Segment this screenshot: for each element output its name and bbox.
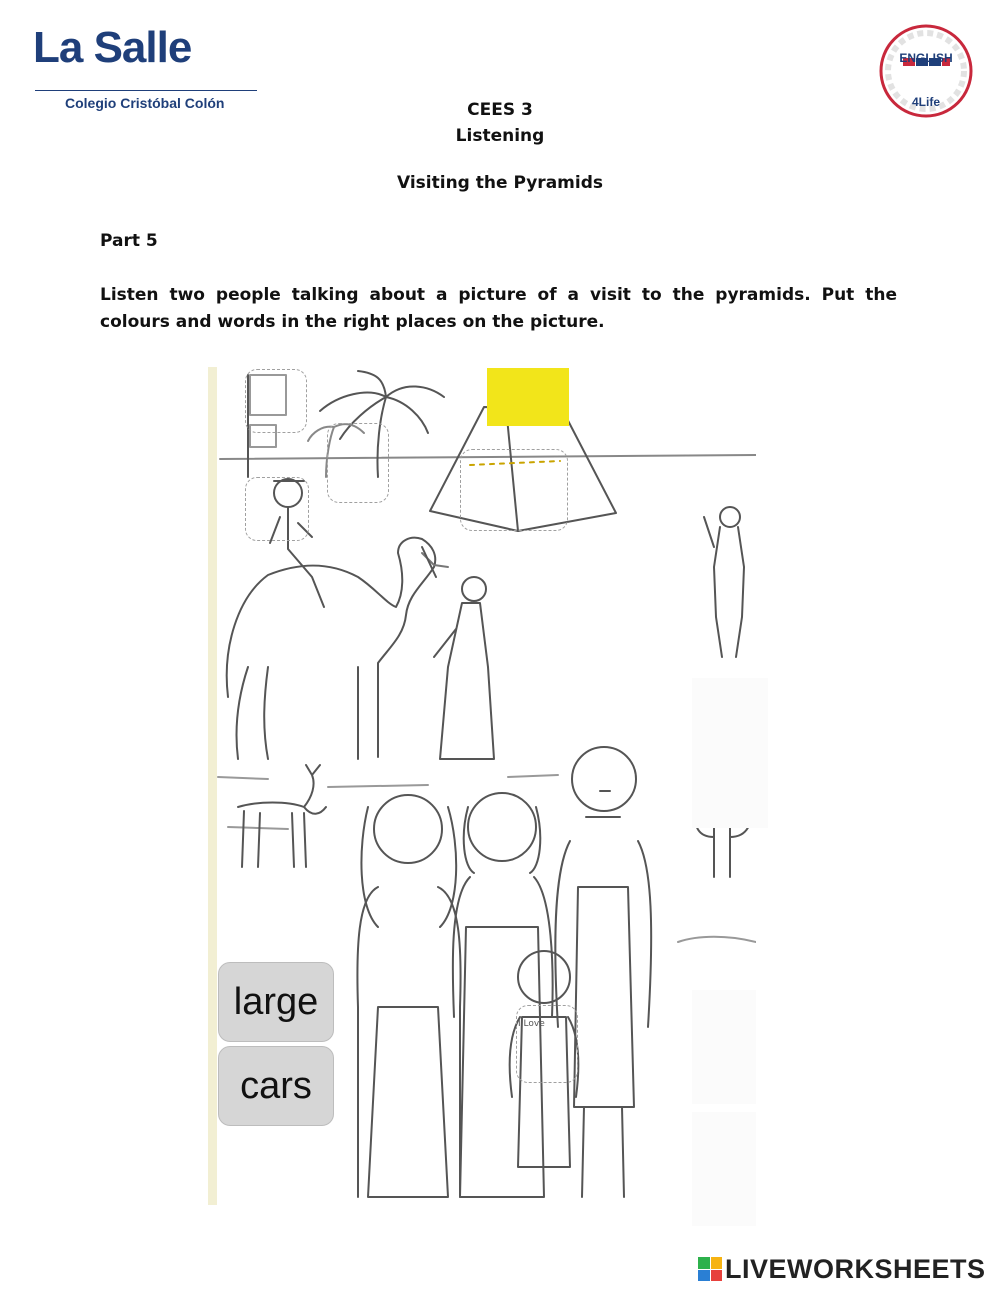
drop-zone-pyramid[interactable] bbox=[460, 449, 568, 531]
liveworksheets-badge-icon bbox=[698, 1257, 722, 1281]
part-heading: Part 5 bbox=[100, 231, 158, 251]
la-salle-logo-word: La Salle bbox=[33, 23, 192, 72]
yellow-colour-chip[interactable] bbox=[487, 368, 569, 426]
answer-box-2[interactable] bbox=[692, 990, 756, 1104]
drop-zone-tshirt[interactable] bbox=[516, 1005, 578, 1083]
instructions-text: Listen two people talking about a picture of a visit to the pyramids. Put the colours and words in the right places on the picture. bbox=[100, 285, 897, 332]
skill-title: Listening bbox=[455, 126, 545, 146]
topic-title: Visiting the Pyramids bbox=[397, 173, 603, 193]
drop-zone-flag[interactable] bbox=[245, 369, 307, 433]
liveworksheets-text: LIVEWORKSHEETS bbox=[725, 1253, 986, 1284]
liveworksheets-logo bbox=[698, 1254, 986, 1284]
word-chip-cars[interactable]: cars bbox=[218, 1046, 334, 1126]
answer-box-3[interactable] bbox=[692, 1112, 756, 1226]
drop-zone-palm-tree[interactable] bbox=[327, 423, 389, 503]
word-chip-large[interactable]: large bbox=[218, 962, 334, 1042]
answer-box-1[interactable] bbox=[692, 678, 768, 828]
picture-side-bar bbox=[208, 367, 217, 1205]
english-4life-text: ENGLISH 4Life bbox=[899, 51, 953, 109]
drop-zone-rider-hat[interactable] bbox=[245, 477, 309, 541]
school-name: Colegio Cristóbal Colón bbox=[65, 95, 225, 111]
tshirt-label: I Love bbox=[518, 1019, 545, 1029]
course-title: CEES 3 bbox=[467, 100, 533, 120]
logo-rule bbox=[35, 90, 257, 91]
